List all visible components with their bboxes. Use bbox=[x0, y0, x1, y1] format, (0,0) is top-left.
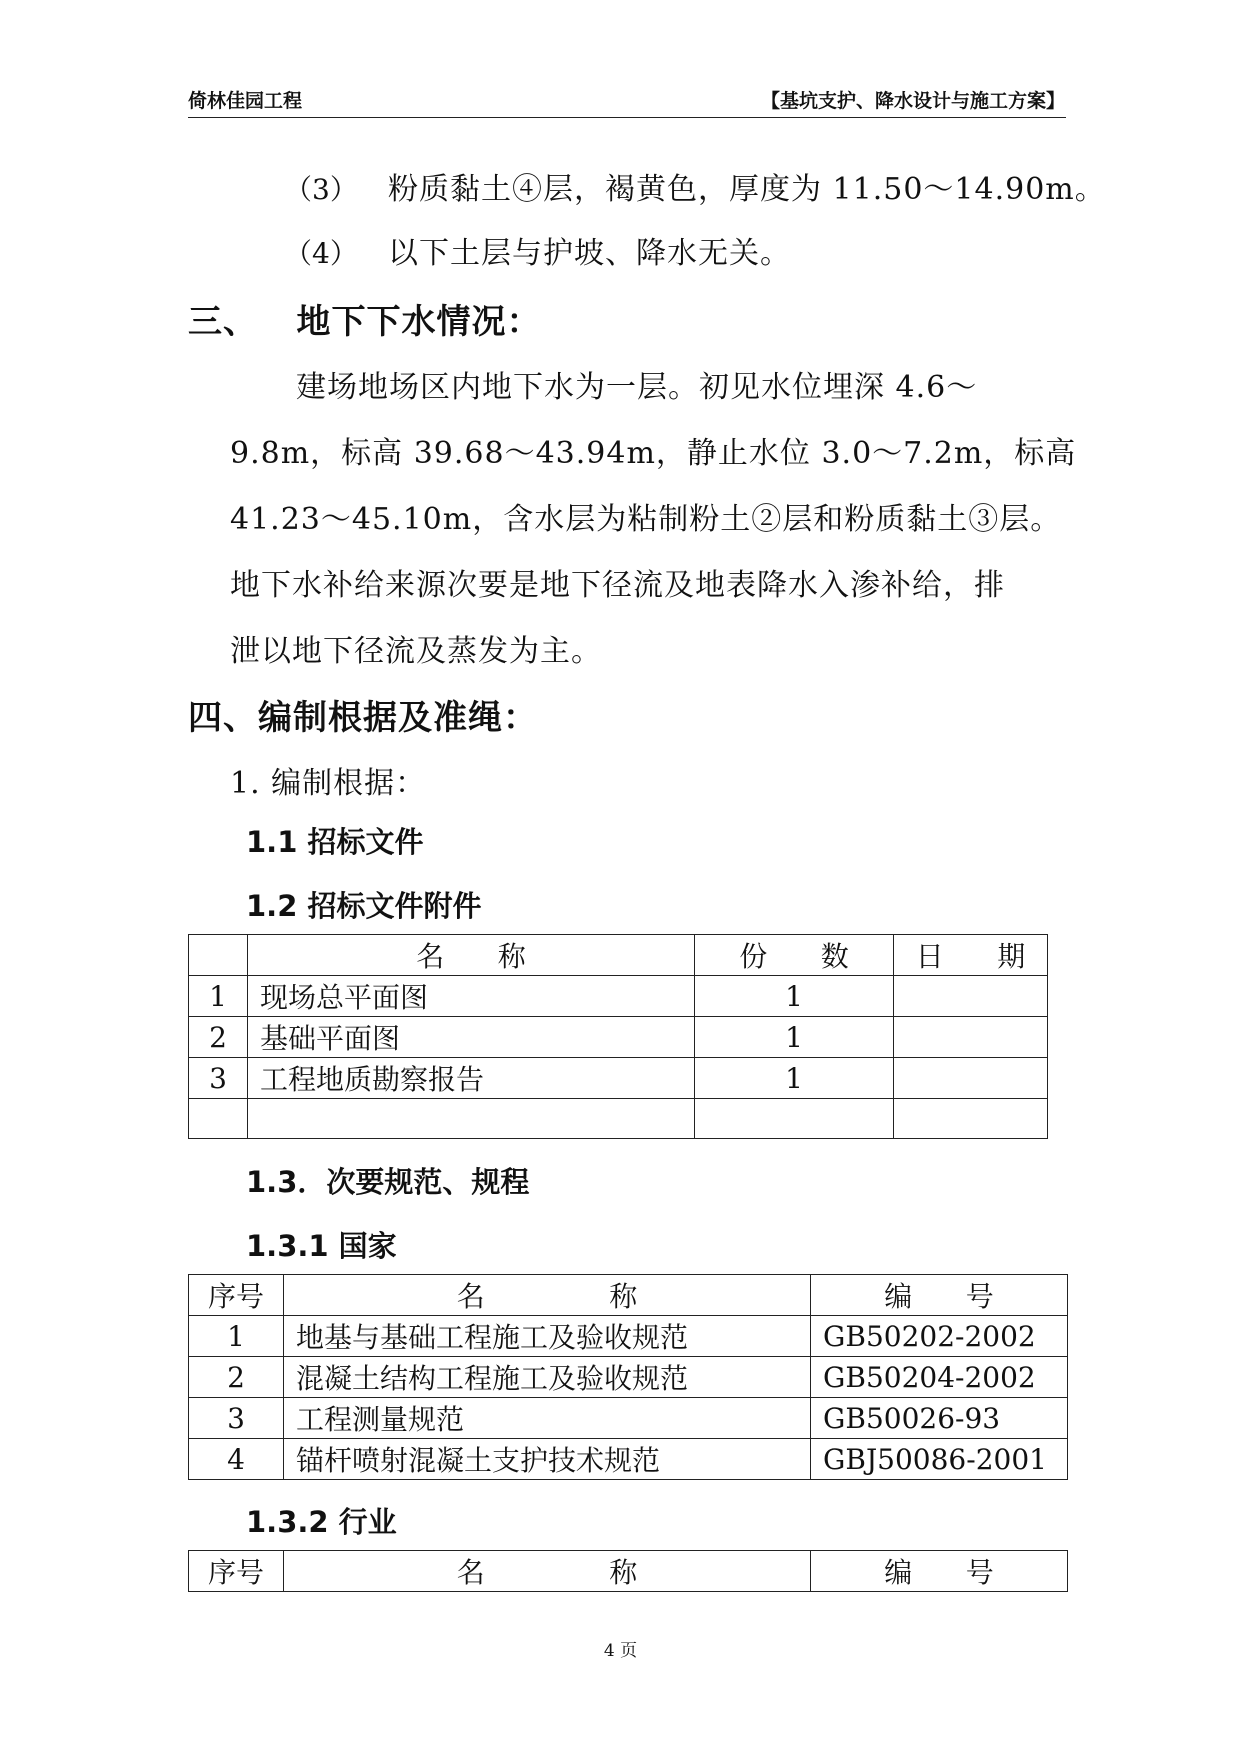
header-divider bbox=[188, 117, 1066, 118]
page-number: 4 页 bbox=[603, 1641, 638, 1661]
table-cell: 工程测量规范 bbox=[284, 1398, 811, 1439]
table-cell: 1 bbox=[695, 976, 894, 1017]
subheading-1-3-2: 1.3.2 行业 bbox=[246, 1505, 397, 1539]
soil-item-4-text: 以下土层与护坡、降水无关。 bbox=[388, 236, 791, 271]
table-cell: 1 bbox=[189, 976, 248, 1017]
table-header-cell: 名 称 bbox=[284, 1551, 811, 1592]
table-cell: 3 bbox=[189, 1058, 248, 1099]
table-row bbox=[189, 1398, 1068, 1439]
table-row bbox=[189, 1017, 1048, 1058]
table-row bbox=[189, 1058, 1048, 1099]
table-header-cell bbox=[189, 935, 248, 976]
table-cell: 2 bbox=[189, 1017, 248, 1058]
soil-item-3-text: 粉质黏土④层，褐黄色，厚度为 11.50～14.90m。 bbox=[388, 172, 1106, 207]
table-header-cell: 编 号 bbox=[811, 1275, 1068, 1316]
table-cell: 锚杆喷射混凝土支护技术规范 bbox=[284, 1439, 811, 1480]
soil-item-3-number: （3） bbox=[284, 173, 358, 206]
table-cell bbox=[248, 1099, 695, 1139]
table-cell: 3 bbox=[189, 1398, 284, 1439]
section-3-line-4: 地下水补给来源次要是地下径流及地表降水入渗补给，排 bbox=[230, 568, 1005, 603]
section-3-heading: 三、 地下下水情况： bbox=[188, 302, 542, 342]
table-cell: 工程地质勘察报告 bbox=[248, 1058, 695, 1099]
section-4-heading: 四、编制根据及准绳： bbox=[188, 698, 538, 738]
table-header-cell: 名 称 bbox=[284, 1275, 811, 1316]
section-3-line-1: 建场地场区内地下水为一层。初见水位埋深 4.6～ bbox=[296, 370, 978, 405]
table-row bbox=[189, 1357, 1068, 1398]
table-cell: 混凝土结构工程施工及验收规范 bbox=[284, 1357, 811, 1398]
table-cell: GB50202-2002 bbox=[811, 1316, 1068, 1357]
table-header-cell: 序号 bbox=[189, 1551, 284, 1592]
subheading-1-2: 1.2 招标文件附件 bbox=[246, 889, 482, 923]
table-cell: GBJ50086-2001 bbox=[811, 1439, 1068, 1480]
header-document-title: 【基坑支护、降水设计与施工方案】 bbox=[760, 90, 1065, 112]
table-row bbox=[189, 1439, 1068, 1480]
table-cell bbox=[894, 976, 1048, 1017]
table-cell bbox=[189, 1099, 248, 1139]
table-header-row bbox=[189, 1275, 1068, 1316]
soil-item-4-number: （4） bbox=[284, 237, 358, 270]
table-cell: GB50204-2002 bbox=[811, 1357, 1068, 1398]
table-header-cell: 名 称 bbox=[248, 935, 695, 976]
table-header-row bbox=[189, 1551, 1068, 1592]
header-project-name: 倚林佳园工程 bbox=[188, 90, 303, 112]
table-cell bbox=[894, 1058, 1048, 1099]
subheading-1-1: 1.1 招标文件 bbox=[246, 825, 424, 859]
table-cell: 现场总平面图 bbox=[248, 976, 695, 1017]
table-cell bbox=[695, 1099, 894, 1139]
table-cell: 1 bbox=[695, 1058, 894, 1099]
section-3-line-3: 41.23～45.10m，含水层为粘制粉土②层和粉质黏土③层。 bbox=[230, 502, 1062, 537]
table-header-row bbox=[189, 935, 1048, 976]
table-cell: 地基与基础工程施工及验收规范 bbox=[284, 1316, 811, 1357]
table-row bbox=[189, 1099, 1048, 1139]
basis-heading: 1. 编制根据： bbox=[230, 766, 427, 801]
subheading-1-3: 1.3．次要规范、规程 bbox=[246, 1165, 530, 1199]
table-cell bbox=[894, 1017, 1048, 1058]
table-cell: 基础平面图 bbox=[248, 1017, 695, 1058]
table-cell bbox=[894, 1099, 1048, 1139]
table-header-cell: 份 数 bbox=[695, 935, 894, 976]
table-header-cell: 序号 bbox=[189, 1275, 284, 1316]
table-cell: 4 bbox=[189, 1439, 284, 1480]
table-cell: 2 bbox=[189, 1357, 284, 1398]
table-cell: 1 bbox=[189, 1316, 284, 1357]
national-standards-table bbox=[188, 1274, 1068, 1480]
tender-attachments-table bbox=[188, 934, 1048, 1139]
table-row bbox=[189, 976, 1048, 1017]
table-cell: GB50026-93 bbox=[811, 1398, 1068, 1439]
table-header-cell: 日 期 bbox=[894, 935, 1048, 976]
table-header-cell: 编 号 bbox=[811, 1551, 1068, 1592]
section-3-line-2: 9.8m，标高 39.68～43.94m，静止水位 3.0～7.2m，标高 bbox=[230, 436, 1077, 471]
table-cell: 1 bbox=[695, 1017, 894, 1058]
industry-standards-table bbox=[188, 1550, 1068, 1592]
table-row bbox=[189, 1316, 1068, 1357]
subheading-1-3-1: 1.3.1 国家 bbox=[246, 1229, 397, 1263]
section-3-line-5: 泄以地下径流及蒸发为主。 bbox=[230, 634, 602, 669]
